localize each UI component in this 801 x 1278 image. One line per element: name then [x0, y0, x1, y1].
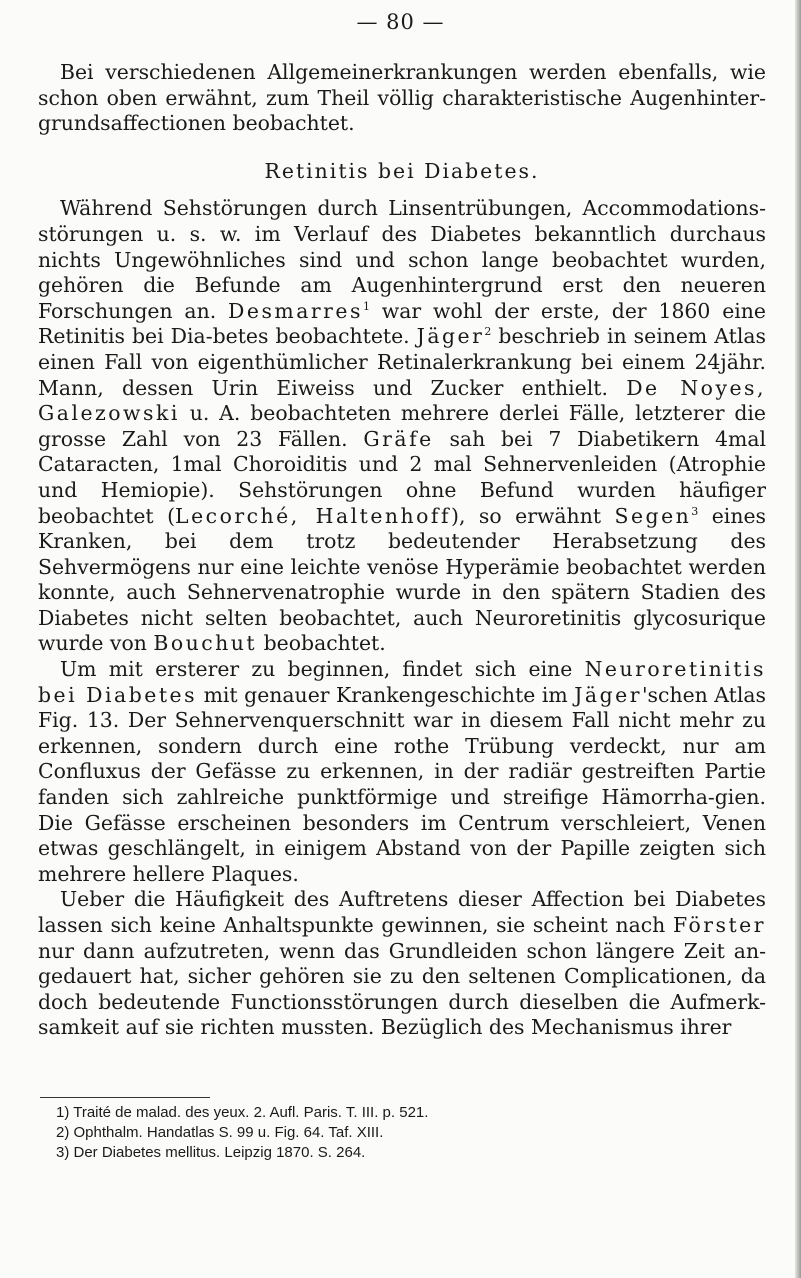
paragraph-history	[38, 196, 766, 657]
author-name: Gräfe	[363, 426, 434, 451]
footnote: 1) Traité de malad. des yeux. 2. Aufl. Paris. T. III. p. 521.	[56, 1104, 429, 1121]
text-run: beschrieb in seinem Atlas einen Fall von eigenthümlicher Retinalerkrankung bei einem 24jähr. Mann, dessen Urin Eiweiss und Zucker enthielt.	[38, 324, 766, 400]
text-run: Während Sehstörungen durch Linsentrübungen, Accommodations-störungen u. s. w. im Verlauf des Diabetes bekanntlich durchaus nichts Ungewöhnliches sind und schon lange beobachtet wurden, gehören die Befunde am Augenhintergrund erst den neueren Forschungen an.	[38, 196, 766, 323]
footnotes	[56, 1103, 756, 1163]
text-run: eines Kranken, bei dem trotz bedeutender Herabsetzung des Sehvermögens nur eine leichte venöse Hyperämie beobachtet werden konnte, auch Sehnervenatrophie wurde in den spätern Stadien des Diabetes nicht selten beobachtet, auch Neuroretinitis glycosurique wurde von	[38, 503, 766, 656]
footnote-rule	[40, 1097, 210, 1098]
author-name: Bouchut	[153, 631, 258, 656]
paragraph-case	[38, 657, 766, 887]
text-run: mit genauer Krankengeschichte im	[197, 682, 575, 707]
emphasized-term: Neuroretinitis bei Diabetes	[38, 657, 766, 707]
footnote: 2) Ophthalm. Handatlas S. 99 u. Fig. 64. Taf. XIII.	[56, 1124, 384, 1141]
text-run: Um mit ersterer zu beginnen, findet sich eine	[60, 657, 585, 682]
footnote-ref: 1	[362, 299, 370, 313]
author-name: Jäger	[574, 682, 642, 707]
footnote: 3) Der Diabetes mellitus. Leipzig 1870. S. 264.	[56, 1144, 366, 1161]
page-edge	[795, 0, 801, 1278]
text-run: u. A. beobachteten mehrere derlei Fälle, letzterer die grosse Zahl von 23 Fällen.	[38, 401, 766, 451]
text-run: Ueber die Häufigkeit des Auftretens dieser Affection bei Diabetes lassen sich keine Anhaltspunkte gewinnen, sie scheint nach	[38, 887, 766, 937]
text-run: nur dann aufzutreten, wenn das Grundleiden schon längere Zeit an-gedauert hat, sicher gehören sie zu den seltenen Complicationen, da doch bedeutende Functionsstörungen durch dieselben die Aufmerk-samkeit auf sie richten mussten. Bezüglich des Mechanismus ihrer	[38, 938, 766, 1040]
paragraph-intro: Bei verschiedenen Allgemeinerkrankungen werden ebenfalls, wie schon oben erwähnt, zum Theil völlig charakteristische Augenhinter-grundsaffectionen beobachtet.	[38, 60, 766, 136]
section-heading: Retinitis bei Diabetes.	[264, 158, 540, 183]
text-run: beobachtet.	[257, 631, 386, 656]
main-text	[38, 60, 766, 1041]
text-run: war wohl der erste, der 1860 eine Retinitis bei Dia-betes beobachtete.	[38, 298, 766, 349]
author-name: Segen	[614, 503, 692, 528]
text-run: sah bei 7 Diabetikern 4mal Cataracten, 1mal Choroiditis und 2 mal Sehnervenleiden (Atrophie und Hemiopie). Sehstörungen ohne Befund wurden häufiger beobachtet (	[38, 426, 766, 528]
page-number: — 80 —	[356, 10, 445, 34]
author-name: Jäger	[416, 324, 485, 349]
author-name: Förster	[672, 913, 766, 937]
text-run: ), so erwähnt	[451, 503, 615, 528]
paragraph-frequency	[38, 887, 766, 1041]
author-name: De Noyes, Galezowski	[38, 375, 766, 426]
author-name: Desmarres	[228, 298, 363, 323]
footnote-ref: 3	[691, 504, 699, 518]
text-run: 'schen Atlas Fig. 13. Der Sehnervenquerschnitt war in diesem Fall nicht mehr zu erkennen, sondern durch eine rothe Trübung verdeckt, nur am Confluxus der Gefässe zu erkennen, in der radiär gestreiften Partie fanden sich zahlreiche punktförmige und streifige Hämorrha-gien. Die Gefässe erscheinen besonders im Centrum verschleiert, Venen etwas geschlängelt, in einigem Abstand von der Papille zeigten sich mehrere hellere Plaques.	[38, 682, 767, 886]
footnote-ref: 2	[484, 325, 492, 339]
author-name: Lecorché, Haltenhoff	[175, 503, 452, 528]
